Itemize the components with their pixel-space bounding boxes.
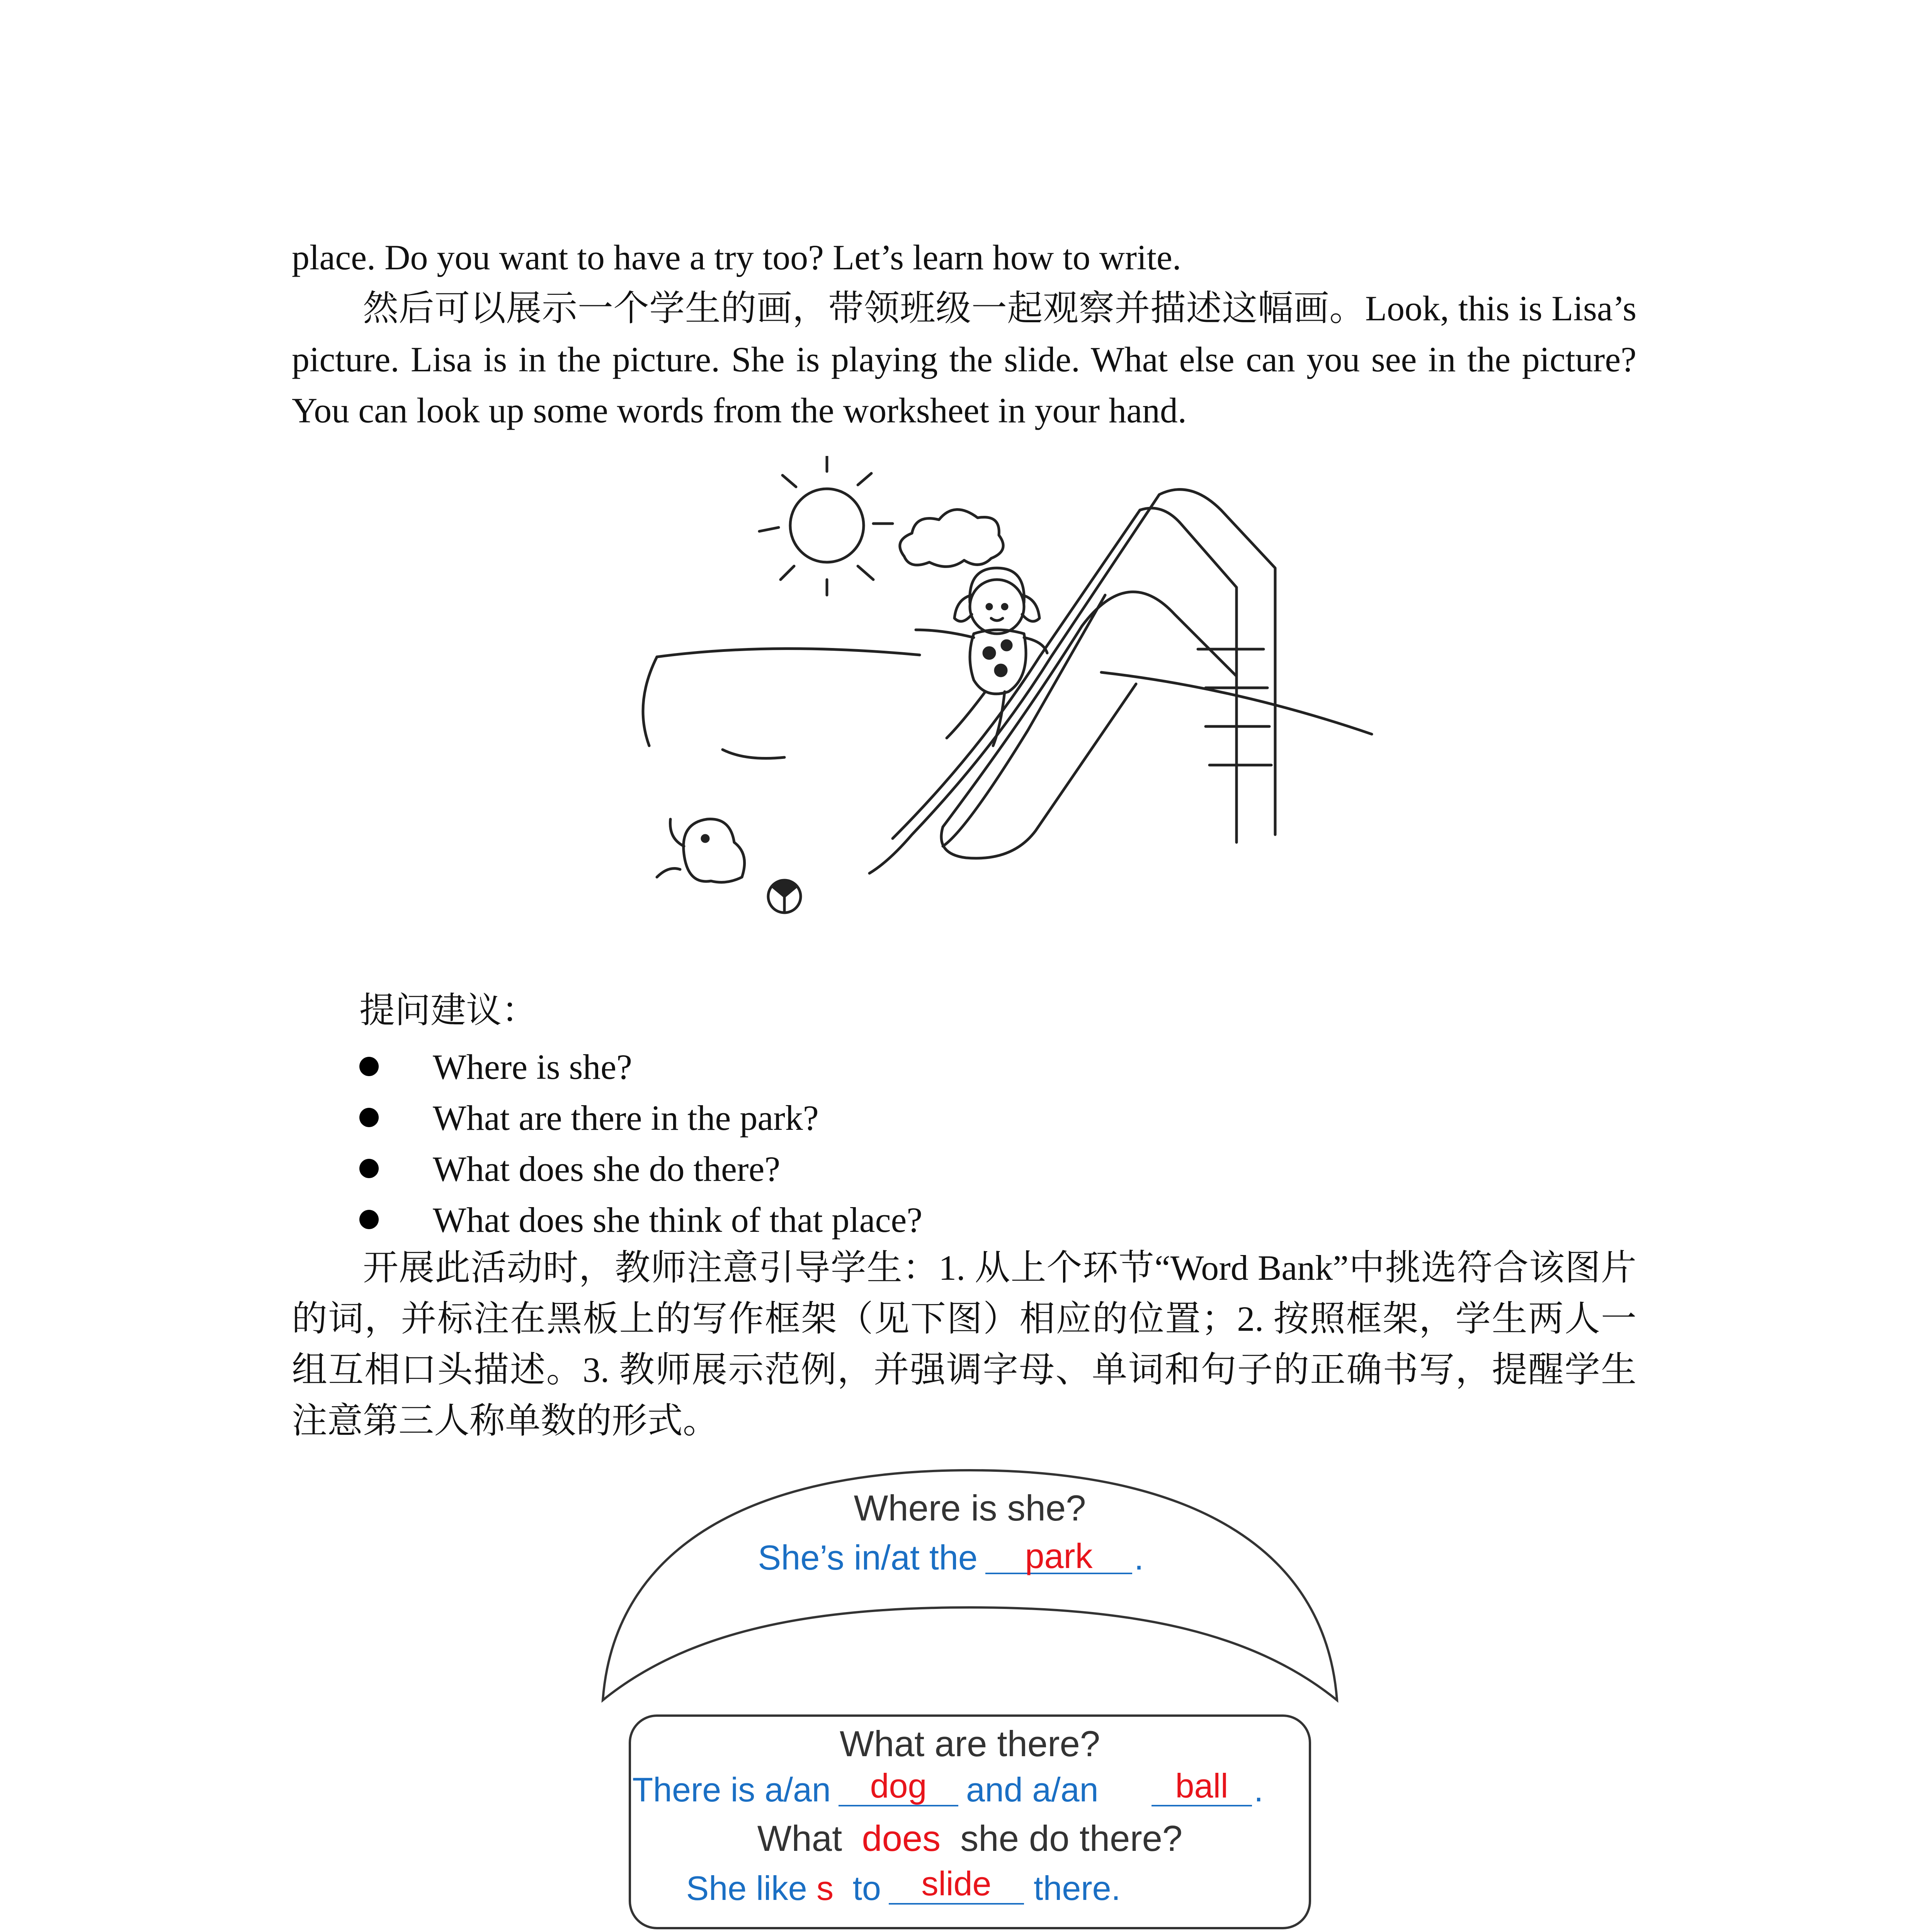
question-highlight: does xyxy=(862,1818,941,1859)
sentence-mid: to xyxy=(852,1869,881,1907)
bullet-icon xyxy=(359,1057,379,1076)
slide-illustration xyxy=(626,456,1376,935)
question-rest: she do there? xyxy=(960,1818,1183,1859)
questions-list xyxy=(359,1041,922,1245)
body-sentence-2 xyxy=(686,1869,881,1907)
body-question-2 xyxy=(757,1818,1182,1859)
intro-line: place. Do you want to have a try too? Let’s learn how to write. xyxy=(292,238,1181,277)
intro-paragraph: 然后可以展示一个学生的画，带领班级一起观察并描述这幅画。Look, this is Lisa’s picture. Lisa is in the picture. She is playing the slide. What else can you see in the picture? You can look up some words from the worksheet in your hand. xyxy=(292,289,1636,430)
writing-frame xyxy=(599,1468,1341,1932)
body-sentence-2-end: there. xyxy=(1034,1869,1121,1907)
ground-line xyxy=(657,649,920,657)
list-item-text: Where is she? xyxy=(433,1047,632,1087)
guidance-section xyxy=(292,1242,1636,1446)
list-item-text: What does she think of that place? xyxy=(433,1200,923,1240)
bullet-icon xyxy=(359,1159,379,1178)
body-sentence-1b: and a/an xyxy=(966,1770,1099,1809)
list-item xyxy=(359,1092,922,1143)
bullet-icon xyxy=(359,1210,379,1229)
guidance-paragraph: 开展此活动时，教师注意引导学生：1. 从上个环节“Word Bank”中挑选符合该图片的词，并标注在黑板上的写作框架（见下图）相应的位置；2. 按照框架，学生两人一组互相口头描述。3. 教师展示范例，并强调字母、单词和句子的正确书写，提醒学生注意第三人称单数的形式。 xyxy=(292,1248,1636,1440)
list-item xyxy=(359,1194,922,1245)
slide-icon xyxy=(869,490,1275,873)
sun-icon xyxy=(759,456,893,595)
body-sentence-1a: There is a/an xyxy=(632,1770,831,1809)
sentence-start: She like xyxy=(686,1869,807,1907)
roof-fill-answer: park xyxy=(1025,1537,1093,1576)
roof-sentence: She’s in/at the xyxy=(758,1539,978,1577)
list-item xyxy=(359,1143,922,1194)
question-word: What xyxy=(757,1818,842,1859)
list-item-text: What are there in the park? xyxy=(433,1098,819,1138)
girl-icon xyxy=(916,568,1047,746)
body-question-1: What are there? xyxy=(839,1723,1101,1764)
bullet-icon xyxy=(359,1108,379,1127)
ball-icon xyxy=(768,880,801,913)
third-person-s: s xyxy=(816,1869,834,1907)
roof-period: . xyxy=(1134,1539,1144,1577)
cloud-icon xyxy=(900,510,1004,567)
list-item-text: What does she do there? xyxy=(433,1149,781,1189)
list-item xyxy=(359,1041,922,1092)
questions-title: 提问建议： xyxy=(359,991,538,1030)
body-fill-1b: ball xyxy=(1175,1767,1228,1805)
body-fill-2: slide xyxy=(921,1864,992,1903)
intro-section xyxy=(292,232,1636,436)
roof-question: Where is she? xyxy=(854,1488,1086,1528)
dog-icon xyxy=(657,819,745,883)
body-period-1: . xyxy=(1254,1770,1264,1809)
body-fill-1a: dog xyxy=(870,1767,927,1805)
